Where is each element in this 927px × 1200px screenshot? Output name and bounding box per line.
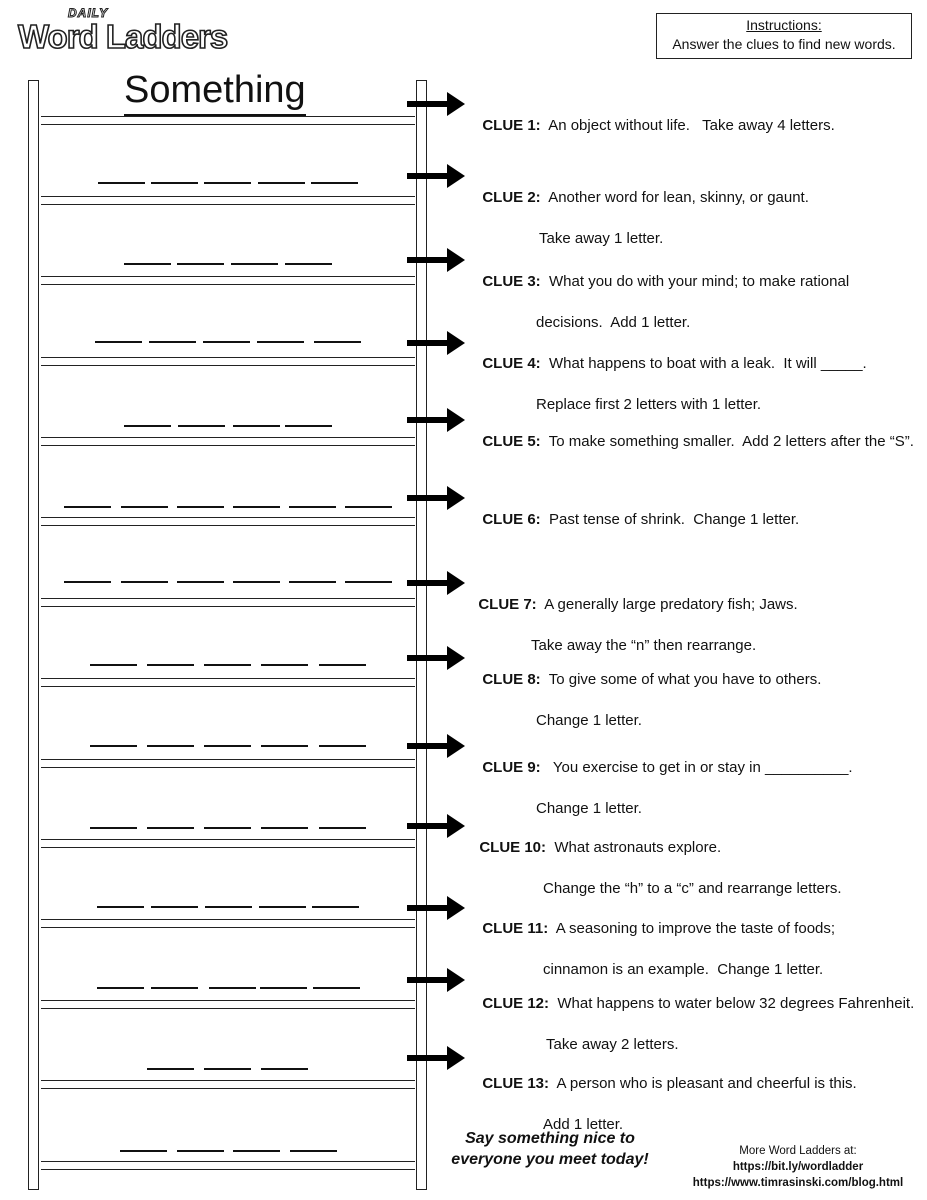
clue-label: CLUE 7:	[478, 595, 537, 613]
logo-main-text: Word Ladders	[18, 18, 228, 55]
clue-text: Past tense of shrink. Change 1 letter.	[540, 510, 800, 528]
answer-blank[interactable]	[177, 263, 224, 265]
ladder-rung	[41, 357, 415, 366]
logo	[18, 6, 228, 64]
ladder-left-rail	[28, 80, 39, 1190]
answer-blank[interactable]	[177, 581, 224, 583]
ladder-rung	[41, 1000, 415, 1009]
clue-text: You exercise to get in or stay in __________.	[540, 758, 853, 776]
answer-blank[interactable]	[233, 506, 280, 508]
page-title: Something	[124, 66, 306, 116]
ladder-rung	[41, 839, 415, 848]
instructions-box	[656, 13, 912, 59]
more-ladders	[680, 1143, 916, 1191]
answer-blank[interactable]	[261, 664, 308, 666]
answer-blank[interactable]	[97, 987, 144, 989]
ladder-rung	[41, 598, 415, 607]
answer-blank[interactable]	[345, 506, 392, 508]
arrow-icon	[407, 896, 465, 920]
clue-subtext: Replace first 2 letters with 1 letter.	[536, 395, 762, 413]
clue-text: To make something smaller. Add 2 letters after the “S”.	[540, 432, 914, 450]
clue-subtext: Change the “h” to a “c” and rearrange letters.	[543, 879, 842, 897]
answer-blank[interactable]	[289, 506, 336, 508]
clue-label: CLUE 9:	[482, 758, 541, 776]
ladder-rung	[41, 1161, 415, 1170]
answer-blank[interactable]	[345, 581, 392, 583]
clue-text: To give some of what you have to others.	[540, 670, 822, 688]
clue-label: CLUE 3:	[482, 272, 541, 290]
answer-blank[interactable]	[257, 341, 304, 343]
clue-text: What you do with your mind; to make rational	[540, 272, 850, 290]
answer-blank[interactable]	[311, 182, 358, 184]
clue-label: CLUE 5:	[482, 432, 541, 450]
answer-blank[interactable]	[233, 581, 280, 583]
clue-label: CLUE 12:	[482, 994, 550, 1012]
answer-blank[interactable]	[209, 987, 256, 989]
ladder-rung	[41, 1080, 415, 1089]
answer-blank[interactable]	[204, 827, 251, 829]
answer-blank[interactable]	[204, 1068, 251, 1070]
link-bitly[interactable]: https://bit.ly/wordladder	[732, 1161, 864, 1173]
encouragement-message	[440, 1128, 660, 1170]
answer-blank[interactable]	[289, 581, 336, 583]
answer-blank[interactable]	[97, 906, 144, 908]
answer-blank[interactable]	[205, 906, 252, 908]
clue-text: A generally large predatory fish; Jaws.	[536, 595, 798, 613]
clue-text: What happens to water below 32 degrees Fahrenheit.	[549, 994, 915, 1012]
answer-blank[interactable]	[290, 1150, 337, 1152]
ladder-rung	[41, 116, 415, 125]
arrow-icon	[407, 248, 465, 272]
answer-blank[interactable]	[121, 581, 168, 583]
answer-blank[interactable]	[313, 987, 360, 989]
encouragement-line-1: Say something nice to	[465, 1130, 635, 1147]
arrow-icon	[407, 734, 465, 758]
answer-blank[interactable]	[90, 745, 137, 747]
ladder-rung	[41, 196, 415, 205]
clue-subtext: Take away the “n” then rearrange.	[531, 636, 757, 654]
answer-blank[interactable]	[120, 1150, 167, 1152]
clue-text: An object without life. Take away 4 letters.	[540, 116, 835, 134]
answer-blank[interactable]	[261, 827, 308, 829]
clue-text: A seasoning to improve the taste of foods;	[548, 919, 836, 937]
ladder-right-rail	[416, 80, 427, 1190]
answer-blank[interactable]	[177, 1150, 224, 1152]
clue-label: CLUE 6:	[482, 510, 541, 528]
answer-blank[interactable]	[260, 987, 307, 989]
answer-blank[interactable]	[319, 827, 366, 829]
instructions-title: Instructions:	[746, 17, 822, 33]
answer-blank[interactable]	[261, 745, 308, 747]
clue-1	[474, 95, 835, 136]
answer-blank[interactable]	[64, 581, 111, 583]
answer-blank[interactable]	[151, 182, 198, 184]
instructions-text: Answer the clues to find new words.	[672, 36, 896, 52]
answer-blank[interactable]	[178, 425, 225, 427]
arrow-icon	[407, 164, 465, 188]
answer-blank[interactable]	[312, 906, 359, 908]
ladder-rung	[41, 759, 415, 768]
answer-blank[interactable]	[151, 906, 198, 908]
answer-blank[interactable]	[121, 506, 168, 508]
arrow-icon	[407, 968, 465, 992]
clue-text: Another word for lean, skinny, or gaunt.	[540, 188, 809, 206]
clue-subtext: decisions. Add 1 letter.	[536, 313, 691, 331]
arrow-icon	[407, 92, 465, 116]
answer-blank[interactable]	[203, 341, 250, 343]
answer-blank[interactable]	[285, 425, 332, 427]
arrow-icon	[407, 408, 465, 432]
clue-subtext: Add 1 letter.	[543, 1115, 624, 1133]
arrow-icon	[407, 571, 465, 595]
answer-blank[interactable]	[147, 745, 194, 747]
clue-label: CLUE 13:	[482, 1074, 550, 1092]
answer-blank[interactable]	[259, 906, 306, 908]
answer-blank[interactable]	[95, 341, 142, 343]
clue-text: What astronauts explore.	[546, 838, 722, 856]
clue-5	[474, 411, 914, 452]
answer-blank[interactable]	[147, 1068, 194, 1070]
clue-subtext: Take away 1 letter.	[539, 229, 664, 247]
clue-6	[474, 489, 799, 530]
encouragement-line-2: everyone you meet today!	[451, 1151, 649, 1168]
answer-blank[interactable]	[98, 182, 145, 184]
answer-blank[interactable]	[319, 745, 366, 747]
answer-blank[interactable]	[231, 263, 278, 265]
link-timrasinski[interactable]: https://www.timrasinski.com/blog.html	[692, 1177, 904, 1189]
clue-subtext: Change 1 letter.	[536, 799, 642, 817]
ladder-rung	[41, 437, 415, 446]
clue-label: CLUE 2:	[482, 188, 541, 206]
clue-text: What happens to boat with a leak. It will _____.	[540, 354, 867, 372]
answer-blank[interactable]	[314, 341, 361, 343]
ladder-rung	[41, 678, 415, 687]
answer-blank[interactable]	[233, 1150, 280, 1152]
clue-label: CLUE 1:	[482, 116, 541, 134]
answer-blank[interactable]	[147, 664, 194, 666]
arrow-icon	[407, 331, 465, 355]
answer-blank[interactable]	[147, 827, 194, 829]
answer-blank[interactable]	[124, 263, 171, 265]
arrow-icon	[407, 814, 465, 838]
more-ladders-label: More Word Ladders at:	[739, 1145, 857, 1157]
arrow-icon	[407, 486, 465, 510]
clue-subtext: cinnamon is an example. Change 1 letter.	[543, 960, 824, 978]
clue-text: A person who is pleasant and cheerful is this.	[549, 1074, 857, 1092]
answer-blank[interactable]	[64, 506, 111, 508]
clue-subtext: Change 1 letter.	[536, 711, 642, 729]
answer-blank[interactable]	[204, 664, 251, 666]
ladder-rung	[41, 276, 415, 285]
clue-subtext: Take away 2 letters.	[546, 1035, 679, 1053]
arrow-icon	[407, 646, 465, 670]
arrow-icon	[407, 1046, 465, 1070]
answer-blank[interactable]	[149, 341, 196, 343]
answer-blank[interactable]	[204, 182, 251, 184]
ladder-rung	[41, 919, 415, 928]
answer-blank[interactable]	[204, 745, 251, 747]
answer-blank[interactable]	[90, 664, 137, 666]
ladder-rung	[41, 517, 415, 526]
answer-blank[interactable]	[124, 425, 171, 427]
clue-label: CLUE 8:	[482, 670, 541, 688]
answer-blank[interactable]	[261, 1068, 308, 1070]
logo-daily-text: DAILY	[68, 6, 109, 20]
clue-label: CLUE 11:	[482, 919, 549, 937]
answer-blank[interactable]	[258, 182, 305, 184]
answer-blank[interactable]	[319, 664, 366, 666]
clue-label: CLUE 10:	[479, 838, 547, 856]
answer-blank[interactable]	[177, 506, 224, 508]
answer-blank[interactable]	[233, 425, 280, 427]
answer-blank[interactable]	[90, 827, 137, 829]
clue-label: CLUE 4:	[482, 354, 541, 372]
answer-blank[interactable]	[151, 987, 198, 989]
answer-blank[interactable]	[285, 263, 332, 265]
